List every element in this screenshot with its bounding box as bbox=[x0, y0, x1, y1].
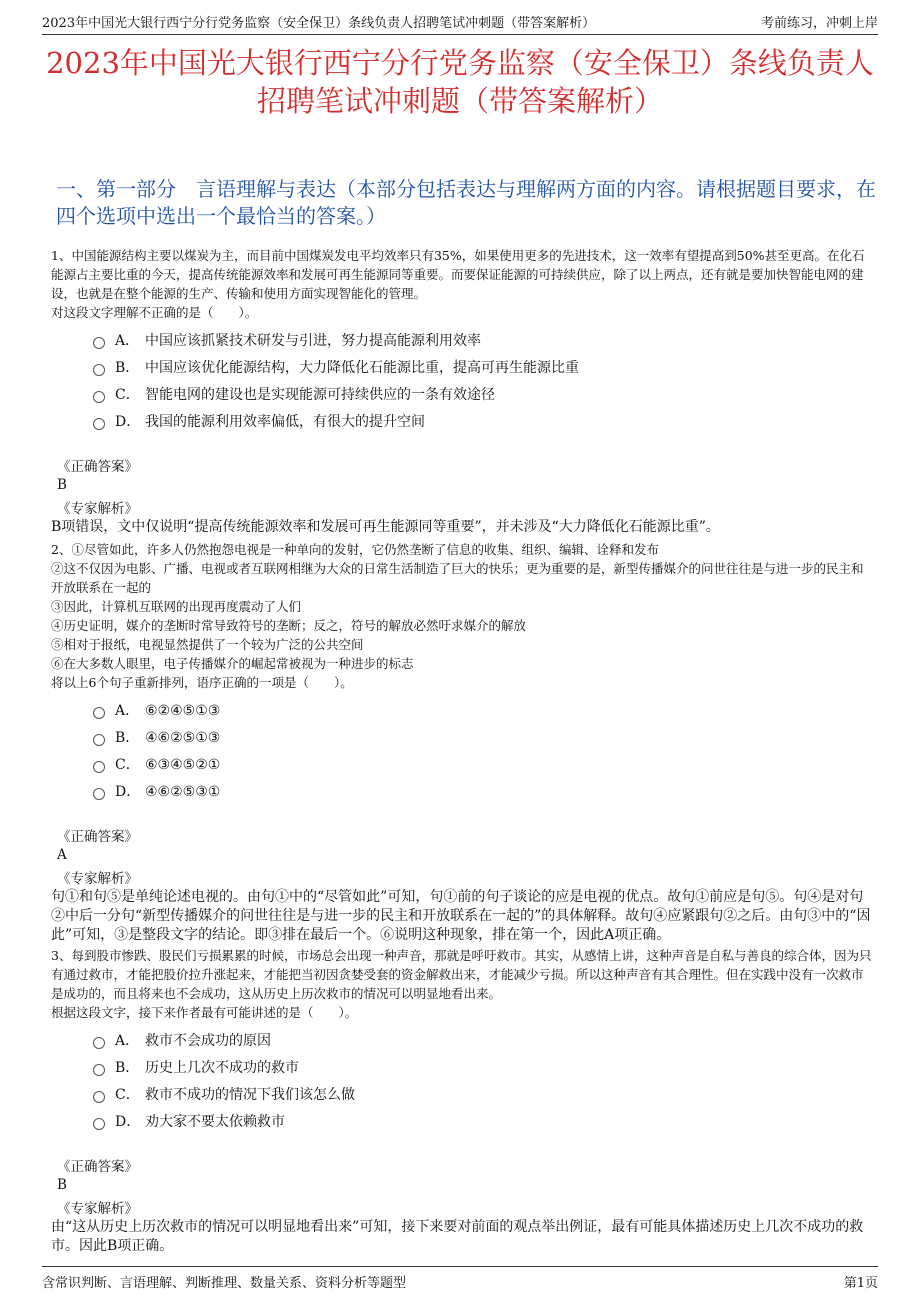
option-text: ④⑥②⑤③① bbox=[145, 784, 221, 800]
option-d[interactable]: D． 我国的能源利用效率偏低，有很大的提升空间 bbox=[93, 409, 875, 436]
option-d[interactable]: D． 劝大家不要太依赖救市 bbox=[93, 1109, 875, 1136]
page-footer bbox=[42, 1266, 878, 1291]
option-b[interactable]: B． ④⑥②⑤①③ bbox=[93, 725, 875, 752]
answer-label: 《正确答案》 bbox=[57, 829, 138, 845]
footer-topics: 含常识判断、言语理解、判断推理、数量关系、资料分析等题型 bbox=[42, 1276, 407, 1291]
question-stem: 1、中国能源结构主要以煤炭为主，而目前中国煤炭发电平均效率只有35%，如果使用更多的先进技术，这一效率有望提高到50%甚至更高。在化石能源占主要比重的今天，提高传统能源效率和发展可再生能源同等重要。而要保证能源的可持续供应，除了以上两点，还有就是要加快智能电网的建设，也就是在整个能源的生产、传输和使用方面实现智能化的管理。 bbox=[51, 248, 865, 301]
section-heading: 一、第一部分 言语理解与表达（本部分包括表达与理解两方面的内容。请根据题目要求，在四个选项中选出一个最恰当的答案。） bbox=[56, 177, 876, 228]
option-text: 我国的能源利用效率偏低，有很大的提升空间 bbox=[145, 414, 425, 430]
option-text: 救市不成功的情况下我们该怎么做 bbox=[145, 1087, 355, 1103]
option-text: ⑥②④⑤①③ bbox=[145, 703, 221, 719]
radio-icon[interactable] bbox=[93, 788, 105, 800]
option-b[interactable]: B． 历史上几次不成功的救市 bbox=[93, 1055, 875, 1082]
option-text: 中国应该抓紧技术研发与引进，努力提高能源利用效率 bbox=[145, 333, 481, 349]
question-prompt: 将以上6个句子重新排列，语序正确的一项是（ ）。 bbox=[51, 675, 353, 690]
option-a[interactable]: A． 救市不会成功的原因 bbox=[93, 1028, 875, 1055]
option-list bbox=[51, 698, 875, 806]
radio-icon[interactable] bbox=[93, 1091, 105, 1103]
radio-icon[interactable] bbox=[93, 364, 105, 376]
option-text: 中国应该优化能源结构，大力降低化石能源比重，提高可再生能源比重 bbox=[145, 360, 579, 376]
answer-label: 《正确答案》 bbox=[57, 459, 138, 475]
option-text: 历史上几次不成功的救市 bbox=[145, 1060, 299, 1076]
option-c[interactable]: C． 救市不成功的情况下我们该怎么做 bbox=[93, 1082, 875, 1109]
answer-value: B bbox=[57, 1177, 67, 1193]
option-d[interactable]: D． ④⑥②⑤③① bbox=[93, 779, 875, 806]
question-prompt: 根据这段文字，接下来作者最有可能讲述的是（ ）。 bbox=[51, 1005, 358, 1020]
page-number: 第1页 bbox=[843, 1276, 878, 1291]
question-stem: ⑥在大多数人眼里，电子传播媒介的崛起常被视为一种进步的标志 bbox=[51, 656, 414, 671]
answer-value: B bbox=[57, 477, 67, 493]
question-1 bbox=[51, 246, 875, 537]
option-a[interactable]: A． ⑥②④⑤①③ bbox=[93, 698, 875, 725]
answer-value: A bbox=[57, 847, 67, 863]
analysis-label: 《专家解析》 bbox=[57, 1201, 138, 1217]
analysis-text: B项错误，文中仅说明“提高传统能源效率和发展可再生能源同等重要”，并未涉及“大力降低化石能源比重”。 bbox=[51, 519, 720, 535]
question-stem: ②这不仅因为电影、广播、电视或者互联网相继为大众的日常生活制造了巨大的快乐；更为重要的是，新型传播媒介的问世往往是与进一步的民主和开放联系在一起的 bbox=[51, 561, 864, 595]
option-list bbox=[51, 1028, 875, 1136]
question-stem: ④历史证明，媒介的垄断时常导致符号的垄断；反之，符号的解放必然吁求媒介的解放 bbox=[51, 618, 527, 633]
question-prompt: 对这段文字理解不正确的是（ ）。 bbox=[51, 305, 258, 320]
radio-icon[interactable] bbox=[93, 707, 105, 719]
option-c[interactable]: C． ⑥③④⑤②① bbox=[93, 752, 875, 779]
header-slogan: 考前练习，冲刺上岸 bbox=[760, 16, 878, 31]
answer-label: 《正确答案》 bbox=[57, 1159, 138, 1175]
radio-icon[interactable] bbox=[93, 761, 105, 773]
question-stem: 3、每到股市惨跌、股民们亏损累累的时候，市场总会出现一种声音，那就是呼吁救市。其实，从感情上讲，这种声音是自私与善良的综合体，因为只有通过救市，才能把股价拉升涨起来，才能把当初因贪婪受套的资金解救出来，才能减少亏损。所以这种声音有其合理性。但在实践中没有一次救市是成功的，而且将来也不会成功，这从历史上历次救市的情况可以明显地看出来。 bbox=[51, 948, 872, 1001]
option-list bbox=[51, 328, 875, 436]
radio-icon[interactable] bbox=[93, 734, 105, 746]
radio-icon[interactable] bbox=[93, 337, 105, 349]
answer-block bbox=[51, 1158, 875, 1256]
option-text: 劝大家不要太依赖救市 bbox=[145, 1114, 285, 1130]
radio-icon[interactable] bbox=[93, 1064, 105, 1076]
analysis-text: 句①和句⑤是单纯论述电视的。由句①中的“尽管如此”可知，句①前的句子谈论的应是电视的优点。故句①前应是句⑤。句④是对句②中后一分句“新型传播媒介的问世往往是与进一步的民主和开放联系在一起的”的具体解释。故句④应紧跟句②之后。由句③中的“因此”可知，③是整段文字的结论。即③排在最后一个。⑥说明这种现象，排在第一个，因此A项正确。 bbox=[51, 889, 871, 943]
question-stem: ⑤相对于报纸，电视显然提供了一个较为广泛的公共空间 bbox=[51, 637, 364, 652]
answer-block bbox=[51, 458, 875, 537]
radio-icon[interactable] bbox=[93, 418, 105, 430]
option-a[interactable]: A． 中国应该抓紧技术研发与引进，努力提高能源利用效率 bbox=[93, 328, 875, 355]
option-text: ⑥③④⑤②① bbox=[145, 757, 221, 773]
analysis-label: 《专家解析》 bbox=[57, 501, 138, 517]
option-text: 智能电网的建设也是实现能源可持续供应的一条有效途径 bbox=[145, 387, 495, 403]
analysis-label: 《专家解析》 bbox=[57, 871, 138, 887]
question-3 bbox=[51, 946, 875, 1256]
radio-icon[interactable] bbox=[93, 391, 105, 403]
header-document-title: 2023年中国光大银行西宁分行党务监察（安全保卫）条线负责人招聘笔试冲刺题（带答案解析） bbox=[42, 16, 596, 31]
option-c[interactable]: C． 智能电网的建设也是实现能源可持续供应的一条有效途径 bbox=[93, 382, 875, 409]
option-text: ④⑥②⑤①③ bbox=[145, 730, 221, 746]
page-header bbox=[42, 8, 878, 35]
page-title: 2023年中国光大银行西宁分行党务监察（安全保卫）条线负责人招聘笔试冲刺题（带答案解析） bbox=[46, 46, 874, 118]
radio-icon[interactable] bbox=[93, 1037, 105, 1049]
radio-icon[interactable] bbox=[93, 1118, 105, 1130]
option-text: 救市不会成功的原因 bbox=[145, 1033, 271, 1049]
analysis-text: 由“这从历史上历次救市的情况可以明显地看出来”可知，接下来要对前面的观点举出例证，最有可能具体描述历史上几次不成功的救市。因此B项正确。 bbox=[51, 1219, 864, 1254]
option-b[interactable]: B． 中国应该优化能源结构，大力降低化石能源比重，提高可再生能源比重 bbox=[93, 355, 875, 382]
question-stem: 2、①尽管如此，许多人仍然抱怨电视是一种单向的发射，它仍然垄断了信息的收集、组织、编辑、诠释和发布 bbox=[51, 542, 659, 557]
question-2 bbox=[51, 540, 875, 945]
question-stem: ③因此，计算机互联网的出现再度震动了人们 bbox=[51, 599, 302, 614]
answer-block bbox=[51, 828, 875, 945]
